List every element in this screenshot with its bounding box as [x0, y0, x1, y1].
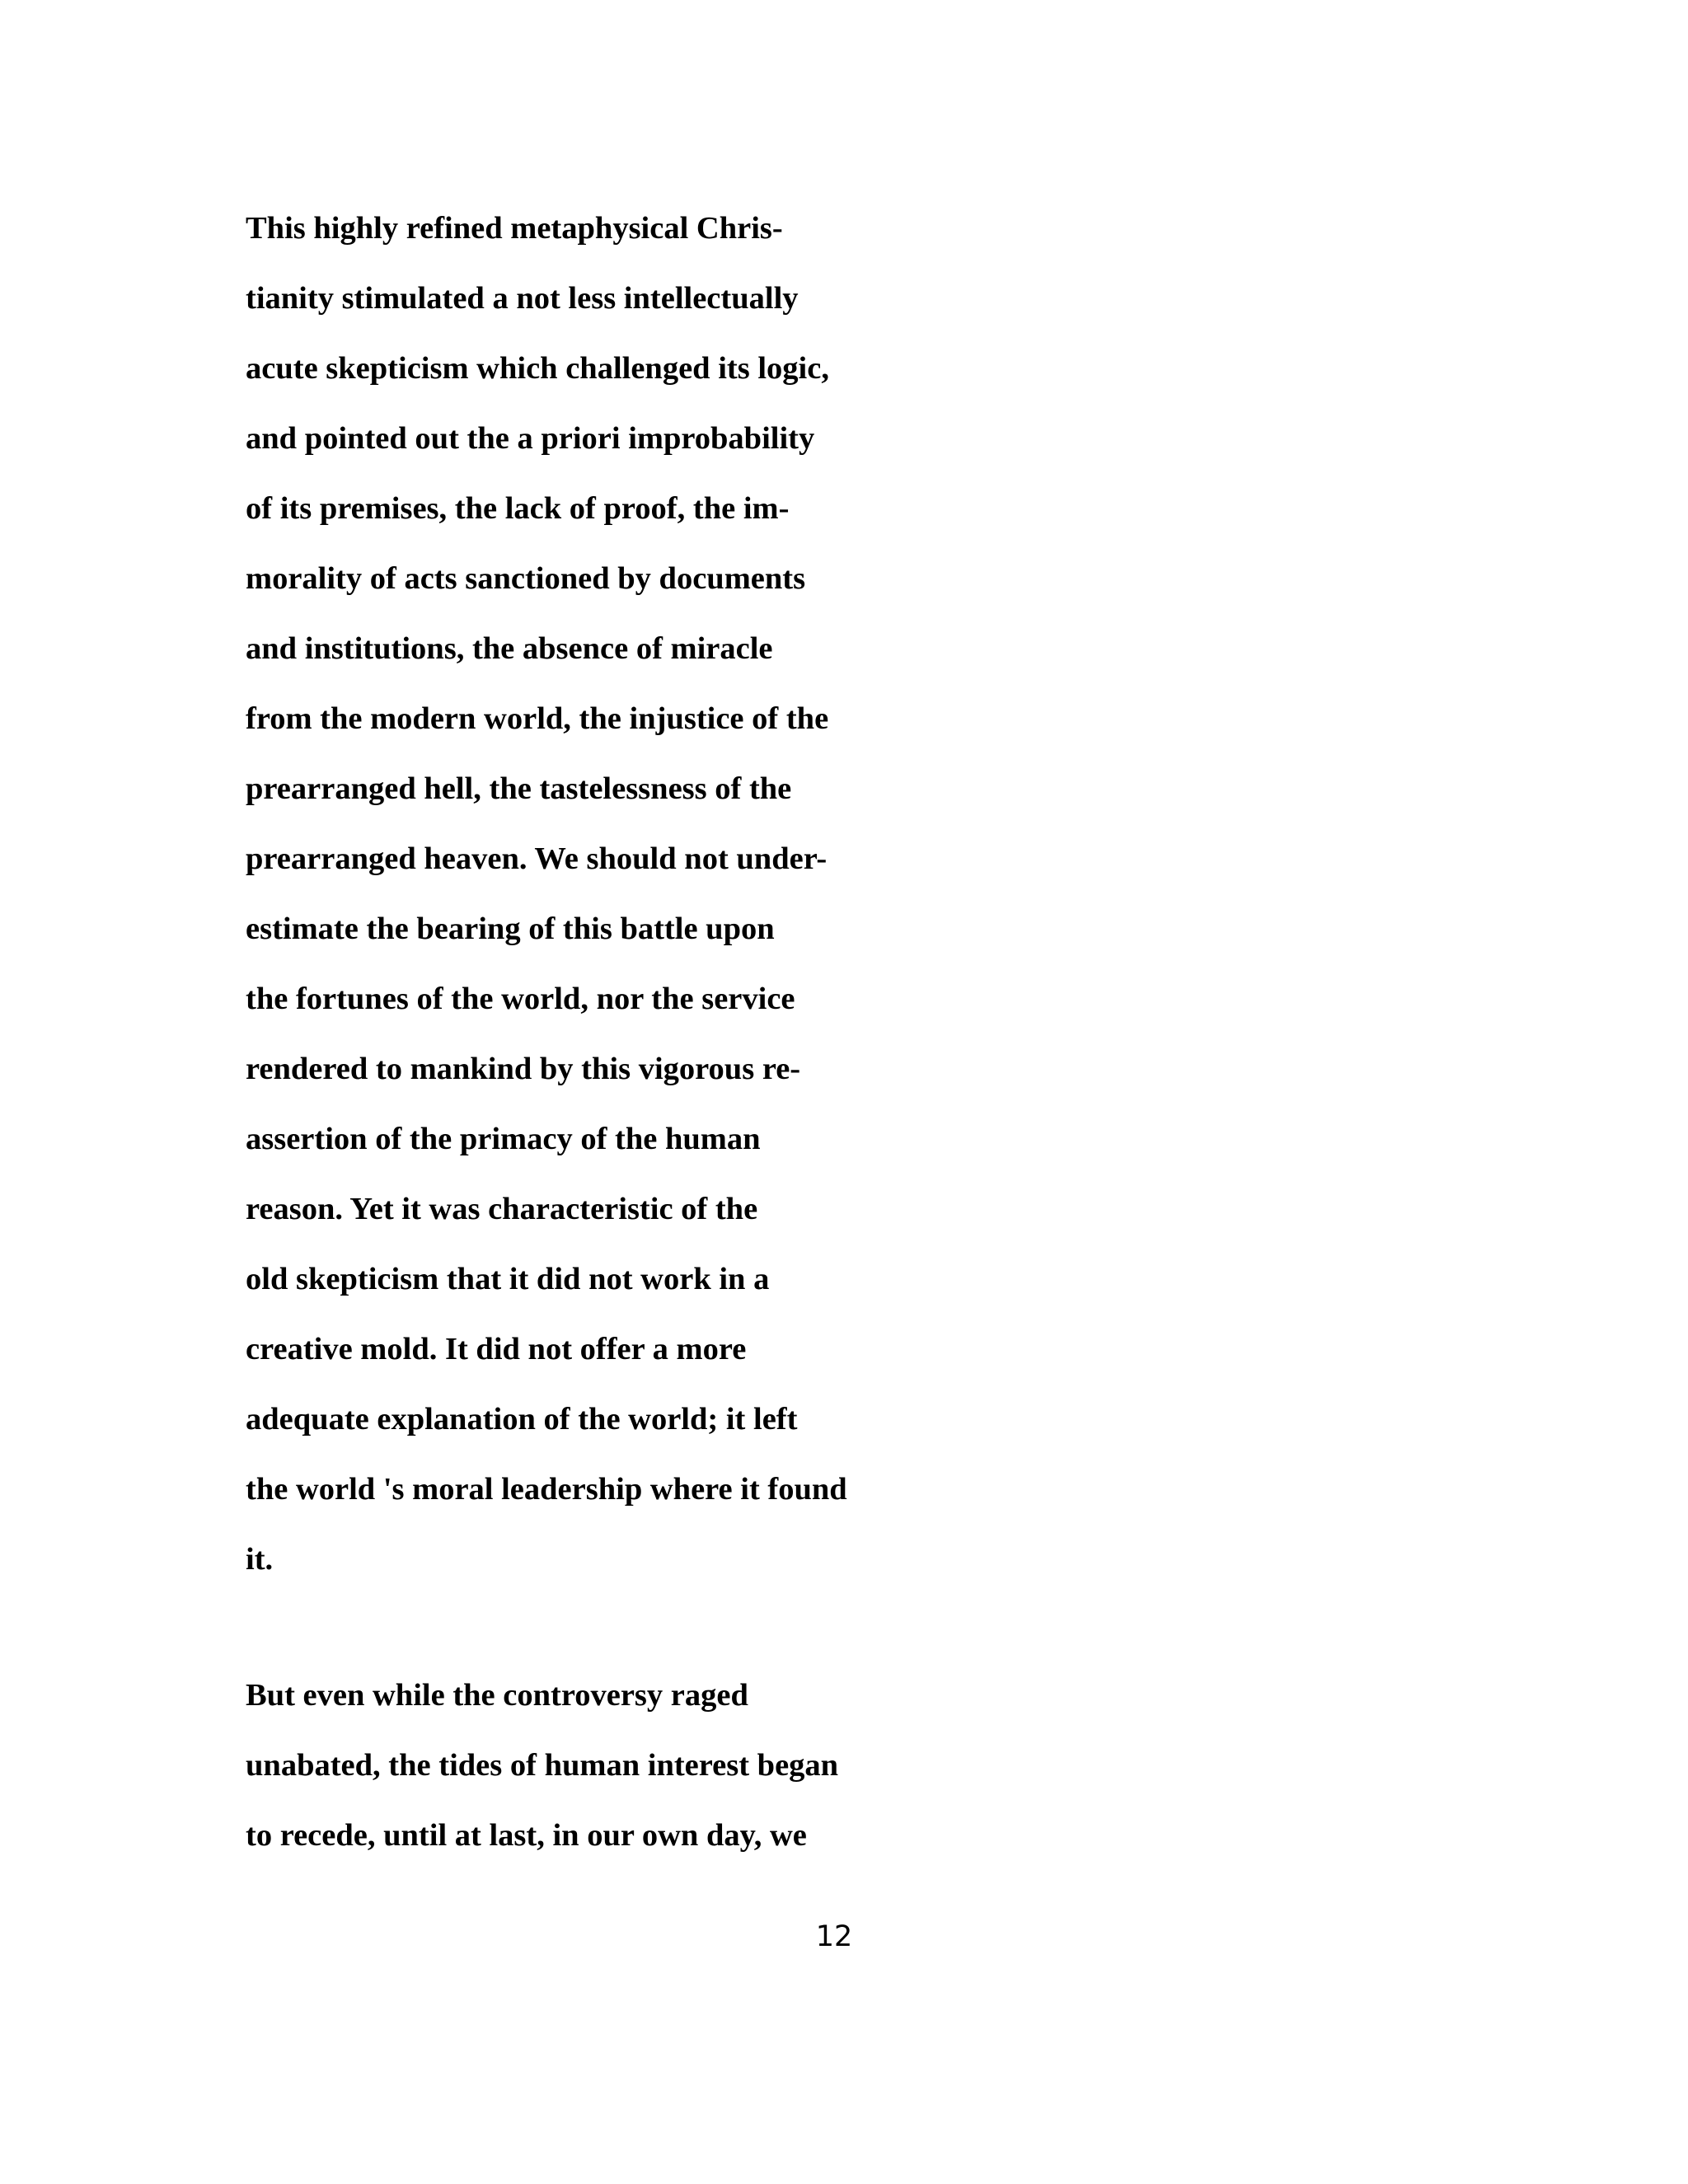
- text-line: to recede, until at last, in our own day, we: [246, 1818, 807, 1853]
- text-line: estimate the bearing of this battle upon: [246, 912, 775, 946]
- text-line: assertion of the primacy of the human: [246, 1122, 761, 1156]
- paragraph-1: [246, 194, 1070, 1595]
- text-line: morality of acts sanctioned by documents: [246, 561, 806, 596]
- text-line: the world 's moral leadership where it found: [246, 1472, 847, 1507]
- text-line: and pointed out the a priori improbability: [246, 421, 815, 456]
- text-line: This highly refined metaphysical Chris-: [246, 211, 783, 246]
- text-line: rendered to mankind by this vigorous re-: [246, 1052, 801, 1086]
- text-line: reason. Yet it was characteristic of the: [246, 1192, 758, 1226]
- text-line: unabated, the tides of human interest began: [246, 1748, 839, 1783]
- text-line: and institutions, the absence of miracle: [246, 631, 773, 666]
- text-line: of its premises, the lack of proof, the im-: [246, 491, 790, 526]
- text-line: prearranged hell, the tastelessness of the: [246, 771, 792, 806]
- text-line: creative mold. It did not offer a more: [246, 1332, 747, 1366]
- text-line: adequate explanation of the world; it left: [246, 1402, 798, 1436]
- text-line: acute skepticism which challenged its logic,: [246, 351, 829, 386]
- text-line: prearranged heaven. We should not under-: [246, 841, 828, 876]
- text-line: But even while the controversy raged: [246, 1678, 748, 1713]
- text-line: from the modern world, the injustice of the: [246, 701, 829, 736]
- text-line: it.: [246, 1542, 274, 1577]
- text-line: tianity stimulated a not less intellectually: [246, 281, 799, 316]
- text-line: the fortunes of the world, nor the service: [246, 982, 795, 1016]
- paragraph-2: [246, 1661, 1070, 1871]
- page-number: 12: [815, 1920, 853, 1953]
- text-line: old skepticism that it did not work in a: [246, 1262, 770, 1296]
